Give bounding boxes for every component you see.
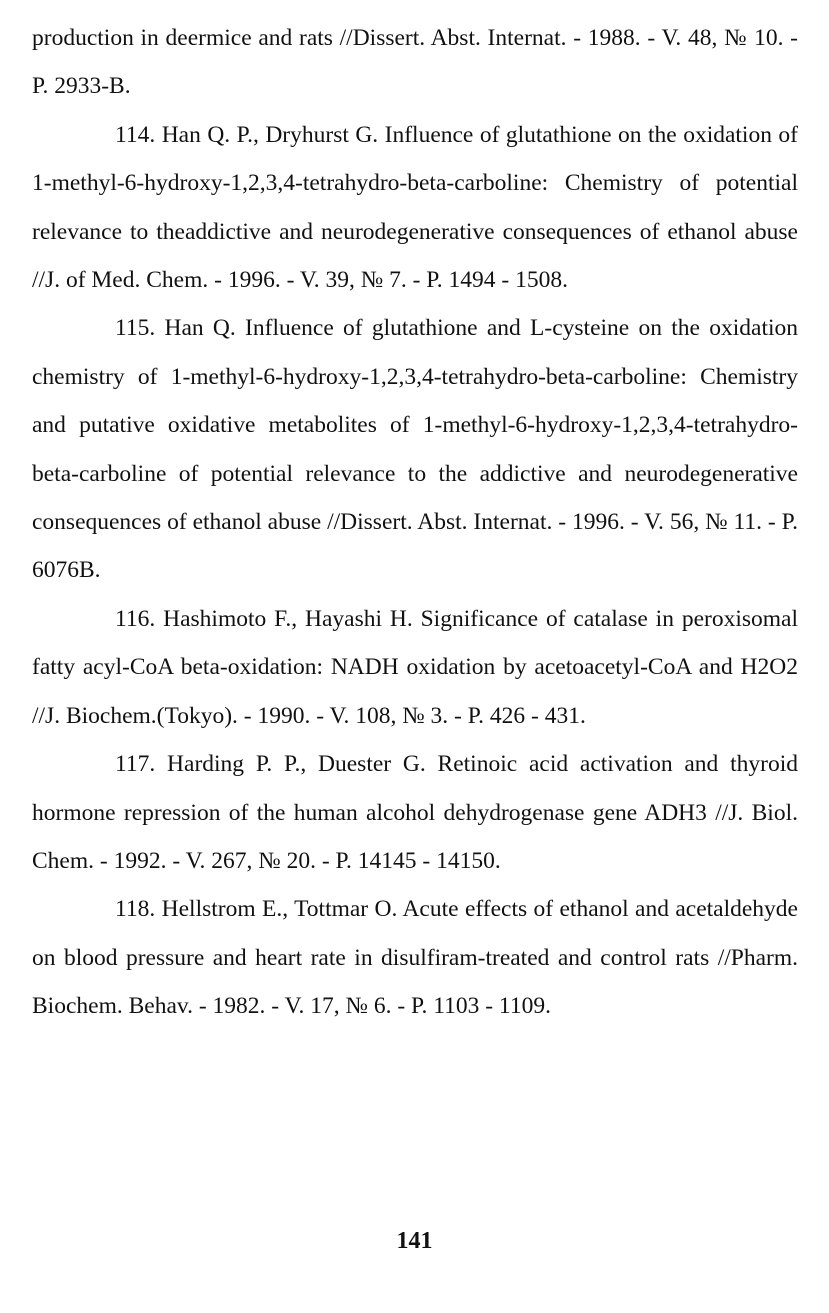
reference-116: 116. Hashimoto F., Hayashi H. Significance of catalase in peroxisomal fatty acyl-CoA beta-oxidation: NADH oxidation by acetoacetyl-CoA and H2O2 //J. Biochem.(Tokyo). - 1990. - V. 108, № 3. - P. 426 - 431. [32,605,798,729]
page-number: 141 [396,1228,433,1254]
reference-117: 117. Harding P. P., Duester G. Retinoic acid activation and thyroid hormone repression of the human alcohol dehydrogenase gene ADH3 //J. Biol. Chem. - 1992. - V. 267, № 20. - P. 14145 - 14150. [32,751,798,874]
reference-113-continuation: production in deermice and rats //Dissert. Abst. Internat. - 1988. - V. 48, № 10. - P. 2933-B. [32,25,798,100]
reference-list [32,14,798,1031]
reference-115: 115. Han Q. Influence of glutathione and L-cysteine on the oxidation chemistry of 1-methyl-6-hydroxy-1,2,3,4-tetrahydro-beta-carboline: Chemistry and putative oxidative metabolites of 1-methyl-6-hydroxy-1,2,3,4-tetrahydro-beta-carboline of potential relevance to the addictive and neurodegenerative consequences of ethanol abuse //Dissert. Abst. Internat. - 1996. - V. 56, № 11. - P. 6076B. [32,315,798,584]
reference-114: 114. Han Q. P., Dryhurst G. Influence of glutathione on the oxidation of 1-methyl-6-hydroxy-1,2,3,4-tetrahydro-beta-carboline: Chemistry of potential relevance to theaddictive and neurodegenerative consequences of ethanol abuse //J. of Med. Chem. - 1996. - V. 39, № 7. - P. 1494 - 1508. [32,121,798,294]
reference-118: 118. Hellstrom E., Tottmar O. Acute effects of ethanol and acetaldehyde on blood pressure and heart rate in disulfiram-treated and control rats //Pharm. Biochem. Behav. - 1982. - V. 17, № 6. - P. 1103 - 1109. [32,896,798,1020]
